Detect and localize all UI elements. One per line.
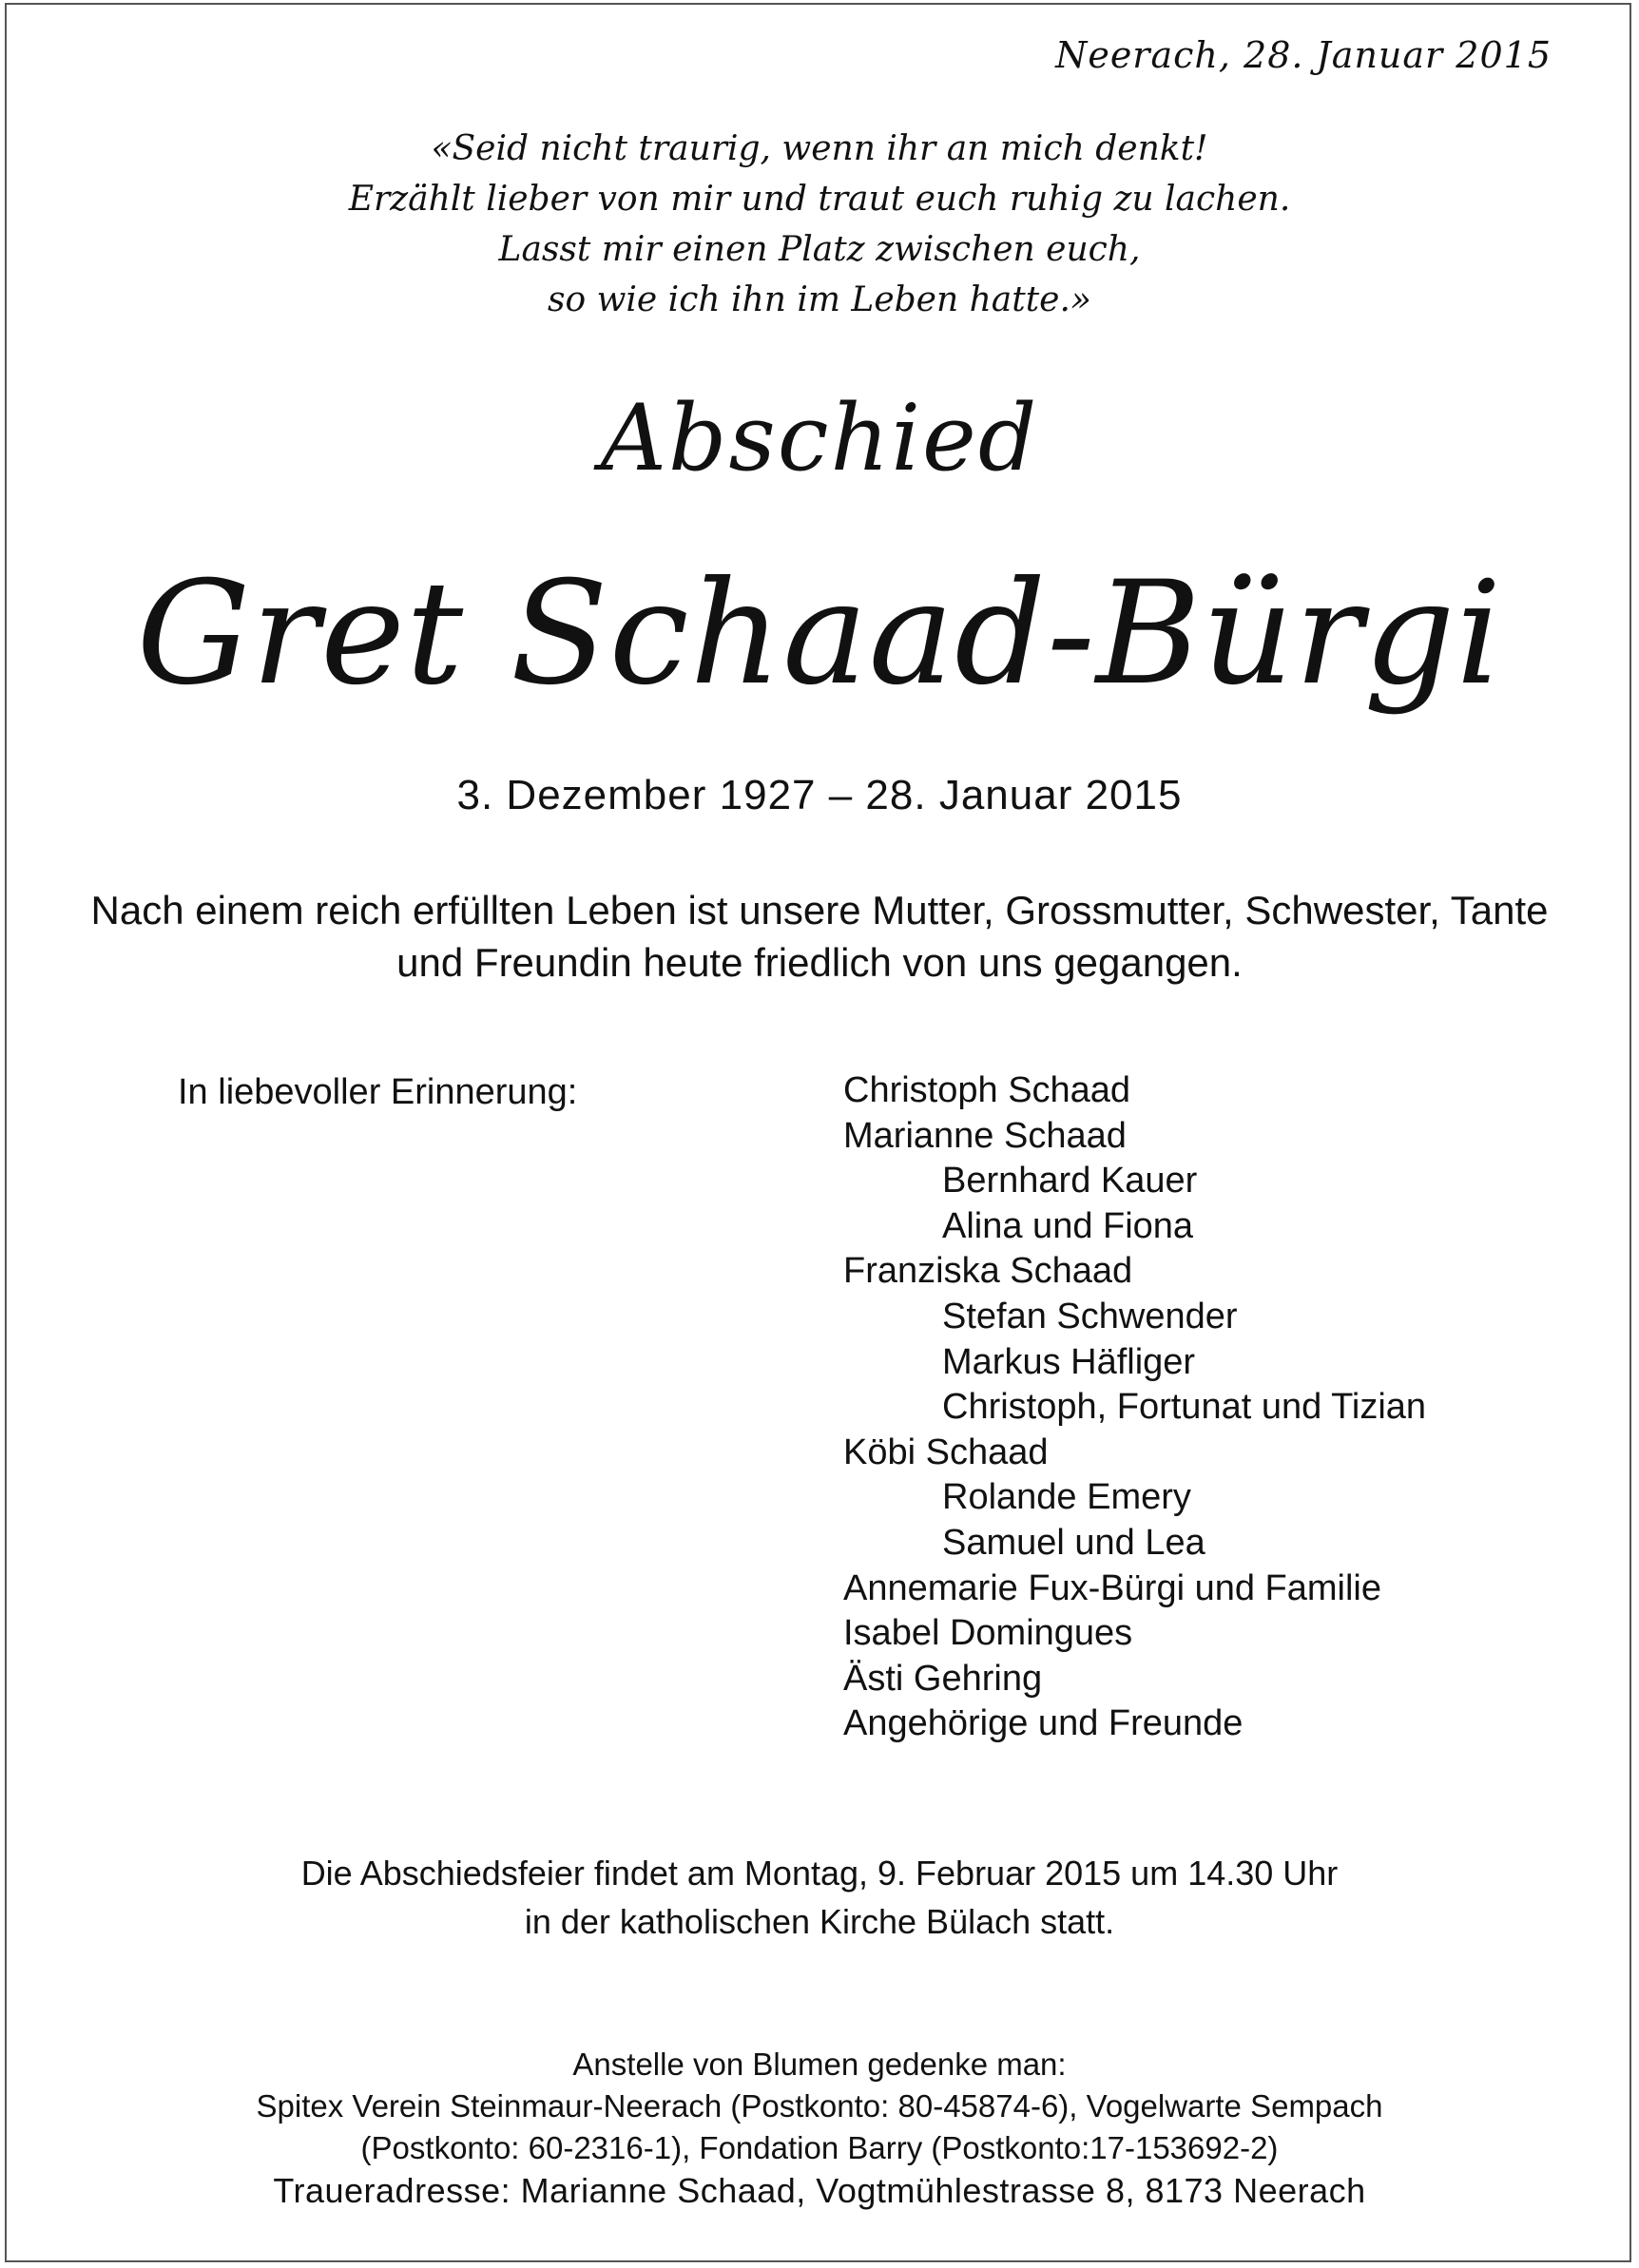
mourner-item: Isabel Domingues xyxy=(843,1613,1133,1654)
service-info xyxy=(0,1849,1639,1946)
intro-line: und Freundin heute friedlich von uns gegangen. xyxy=(396,940,1243,985)
mourners-list xyxy=(843,1068,1426,1747)
quote xyxy=(0,124,1639,325)
life-dates: 3. Dezember 1927 – 28. Januar 2015 xyxy=(456,772,1183,818)
quote-line: so wie ich ihn im Leben hatte.» xyxy=(548,280,1091,319)
mourner-item: Christoph Schaad xyxy=(843,1070,1131,1110)
mourner-item: Ästi Gehring xyxy=(843,1658,1043,1699)
mourner-item: Samuel und Lea xyxy=(942,1522,1205,1563)
donation-line: Spitex Verein Steinmaur-Neerach (Postkonto: 80-45874-6), Vogelwarte Sempach xyxy=(256,2088,1383,2124)
mourner-item: Rolande Emery xyxy=(942,1477,1191,1518)
mourner-item: Marianne Schaad xyxy=(843,1115,1127,1156)
mourner-item: Bernhard Kauer xyxy=(942,1161,1198,1201)
donation-line: (Postkonto: 60-2316-1), Fondation Barry (Postkonto:17-153692-2) xyxy=(360,2130,1279,2165)
donation-line: Anstelle von Blumen gedenke man: xyxy=(572,2047,1067,2082)
quote-line: Erzählt lieber von mir und traut euch ruhig zu lachen. xyxy=(348,180,1291,219)
deceased-name: Gret Schaad-Bürgi xyxy=(136,551,1503,717)
quote-line: Lasst mir einen Platz zwischen euch, xyxy=(498,230,1141,269)
intro-text xyxy=(0,884,1639,989)
mourner-item: Angehörige und Freunde xyxy=(843,1703,1244,1744)
mourner-item: Franziska Schaad xyxy=(843,1251,1133,1292)
notice-title: Abschied xyxy=(600,385,1039,491)
mourner-item: Annemarie Fux-Bürgi und Familie xyxy=(843,1567,1382,1608)
quote-line: «Seid nicht traurig, wenn ihr an mich denkt! xyxy=(431,129,1208,168)
donation-info xyxy=(0,2044,1639,2169)
intro-line: Nach einem reich erfüllten Leben ist unsere Mutter, Grossmutter, Schwester, Tante xyxy=(90,888,1549,932)
service-line: Die Abschiedsfeier findet am Montag, 9. Februar 2015 um 14.30 Uhr xyxy=(300,1854,1339,1893)
mourner-item: Christoph, Fortunat und Tizian xyxy=(942,1387,1427,1428)
service-line: in der katholischen Kirche Bülach statt. xyxy=(524,1902,1115,1941)
mourning-address: Traueradresse: Marianne Schaad, Vogtmühlestrasse 8, 8173 Neerach xyxy=(273,2171,1366,2210)
place-date: Neerach, 28. Januar 2015 xyxy=(1055,34,1552,76)
memory-label: In liebevoller Erinnerung: xyxy=(178,1072,578,1112)
mourner-item: Stefan Schwender xyxy=(942,1296,1238,1336)
mourner-item: Alina und Fiona xyxy=(942,1205,1194,1246)
mourner-item: Köbi Schaad xyxy=(843,1432,1049,1472)
mourner-item: Markus Häfliger xyxy=(942,1341,1196,1382)
